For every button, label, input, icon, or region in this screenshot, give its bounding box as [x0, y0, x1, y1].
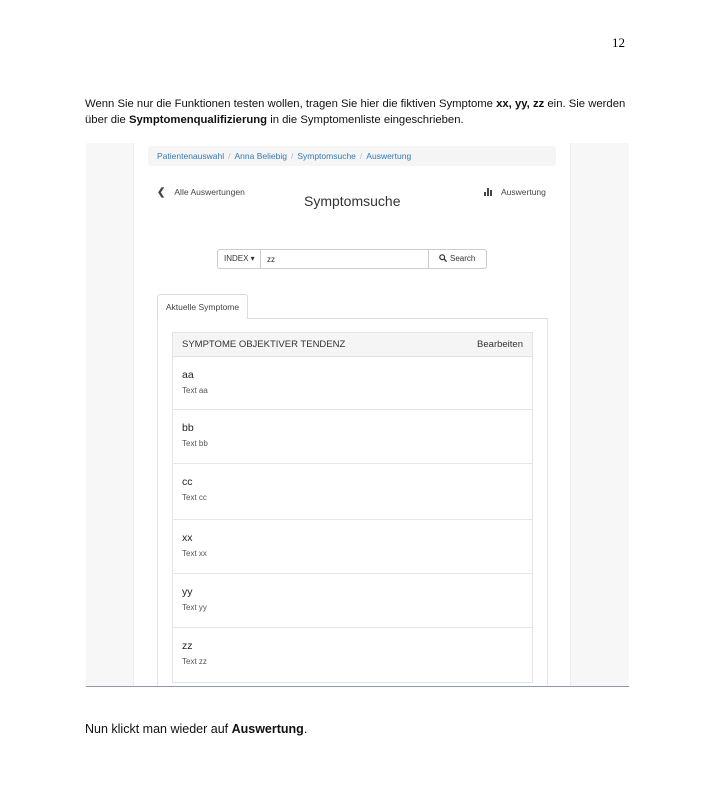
screenshot-right-gutter [570, 143, 629, 686]
search-button-label: Search [450, 254, 476, 263]
search-input[interactable] [261, 249, 429, 269]
chevron-left-icon: ❮ [157, 187, 166, 198]
search-group [217, 249, 487, 269]
symptom-title: cc [182, 476, 193, 488]
symptom-title: bb [182, 422, 194, 434]
list-item[interactable] [173, 520, 532, 574]
auswertung-link[interactable] [484, 187, 546, 198]
intro-bold-qualifizierung: Symptomenqualifizierung [128, 114, 268, 126]
symptom-list-title: SYMPTOME OBJEKTIVER TENDENZ [182, 339, 346, 350]
tab-aktuelle-symptome[interactable]: Aktuelle Symptome [157, 294, 248, 319]
breadcrumb-patientenauswahl[interactable]: Patientenauswahl [157, 151, 225, 161]
intro-text-1: Wenn Sie nur die Funktionen testen wollen, tragen Sie hier die fiktiven Symptome [85, 98, 497, 110]
index-dropdown-button[interactable]: INDEX ▾ [217, 249, 261, 269]
list-item[interactable] [173, 574, 532, 628]
page-title: Symptomsuche [304, 193, 401, 209]
page-number: 12 [612, 35, 625, 50]
list-item[interactable] [173, 410, 532, 464]
symptom-subtitle: Text xx [182, 549, 207, 558]
list-item[interactable] [173, 628, 532, 682]
list-item[interactable] [173, 357, 532, 410]
symptom-subtitle: Text cc [182, 493, 207, 502]
auswertung-link-label: Auswertung [501, 187, 546, 197]
search-button[interactable] [429, 249, 487, 269]
symptom-list [172, 332, 533, 683]
intro-text-3: in die Symptomenliste eingeschrieben. [267, 114, 464, 126]
breadcrumb-separator: / [359, 151, 363, 161]
symptom-title: zz [182, 640, 193, 652]
symptom-subtitle: Text yy [182, 603, 207, 612]
outro-text-2: . [303, 722, 308, 736]
outro-text-1: Nun klickt man wieder auf [85, 722, 232, 736]
back-link[interactable] [157, 187, 245, 198]
symptom-title: xx [182, 532, 193, 544]
symptom-title: yy [182, 586, 193, 598]
symptom-list-header [173, 333, 532, 357]
breadcrumb-symptomsuche[interactable]: Symptomsuche [297, 151, 356, 161]
intro-paragraph [85, 96, 635, 128]
list-item[interactable] [173, 464, 532, 520]
embedded-screenshot [86, 143, 629, 687]
outro-paragraph [85, 722, 307, 736]
edit-link[interactable]: Bearbeiten [477, 339, 523, 350]
symptom-subtitle: Text zz [182, 657, 207, 666]
back-link-label: Alle Auswertungen [174, 187, 245, 197]
intro-bold-symptoms: xx, yy, zz [496, 98, 545, 110]
symptom-title: aa [182, 369, 194, 381]
breadcrumb-anna-beliebig[interactable]: Anna Beliebig [234, 151, 287, 161]
outro-bold-auswertung: Auswertung [231, 722, 304, 736]
screenshot-left-gutter [86, 143, 134, 686]
intro-text-2: ein. Sie werden über die [85, 98, 626, 126]
breadcrumb-separator: / [290, 151, 294, 161]
symptom-subtitle: Text aa [182, 386, 208, 395]
search-icon [439, 254, 447, 262]
symptom-subtitle: Text bb [182, 439, 208, 448]
breadcrumb [148, 146, 556, 166]
bar-chart-icon [484, 187, 493, 198]
breadcrumb-separator: / [228, 151, 231, 161]
breadcrumb-auswertung[interactable]: Auswertung [366, 151, 412, 161]
